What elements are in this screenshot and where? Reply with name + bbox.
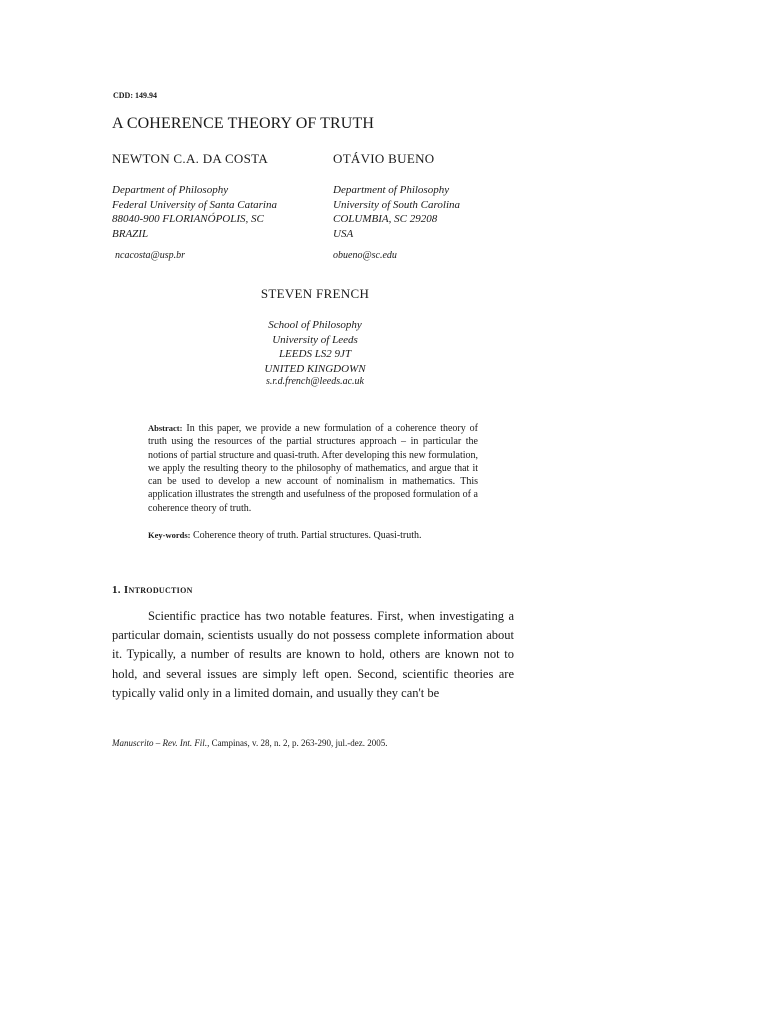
- affiliation-line: 88040-900 FLORIANÓPOLIS, SC: [112, 213, 264, 225]
- affiliation-left: [112, 183, 277, 241]
- keywords-text: Coherence theory of truth. Partial structures. Quasi-truth.: [193, 530, 422, 541]
- author-name-center: STEVEN FRENCH: [260, 286, 370, 301]
- affiliation-line: School of Philosophy: [268, 319, 362, 331]
- affiliation-line: Department of Philosophy: [112, 184, 229, 196]
- affiliation-line: LEEDS LS2 9JT: [278, 348, 352, 360]
- cdd-code: CDD: 149.94: [113, 91, 157, 100]
- affiliation-right: [333, 183, 460, 241]
- paper-title: A COHERENCE THEORY OF TRUTH: [112, 115, 374, 132]
- affiliation-line: UNITED KINGDOWN: [264, 362, 366, 375]
- journal-name: Manuscrito – Rev. Int. Fil.,: [112, 738, 210, 748]
- body-text: [112, 607, 514, 703]
- email-right[interactable]: obueno@sc.edu: [333, 250, 397, 261]
- affiliation-line: COLUMBIA, SC 29208: [333, 213, 438, 225]
- affiliation-line: Department of Philosophy: [333, 184, 450, 196]
- affiliation-line: Federal University of Santa Catarina: [112, 198, 277, 211]
- email-center[interactable]: s.r.d.french@leeds.ac.uk: [266, 376, 364, 387]
- section-heading: [112, 584, 193, 596]
- journal-details: Campinas, v. 28, n. 2, p. 263-290, jul.-dez. 2005.: [211, 738, 388, 748]
- journal-footer: [112, 738, 387, 748]
- abstract: [148, 422, 478, 515]
- keywords: [148, 530, 488, 541]
- affiliation-center: [200, 318, 430, 376]
- affiliation-line: BRAZIL: [112, 227, 149, 240]
- affiliation-line: University of Leeds: [272, 333, 358, 346]
- email-left[interactable]: ncacosta@usp.br: [115, 250, 186, 261]
- author-name-left: NEWTON C.A. DA COSTA: [112, 151, 269, 166]
- abstract-label: Abstract:: [148, 423, 183, 433]
- section-title: Introduction: [123, 584, 193, 596]
- affiliation-line: University of South Carolina: [333, 198, 461, 211]
- keywords-label: Key-words:: [148, 530, 191, 540]
- section-number: 1.: [112, 584, 121, 596]
- abstract-text: In this paper, we provide a new formulation of a coherence theory of truth using the resources of the partial structures approach – in particular the notions of partial structure and quasi-truth. After developing this new formulation, we apply the resulting theory to the philosophy of mathematics, and argue that it can be used to develop a new account of nominalism in mathematics. This application illustrates the strength and usefulness of the proposed formulation of a coherence theory of truth.: [148, 423, 478, 514]
- body-paragraph: Scientific practice has two notable features. First, when investigating a particular domain, scientists usually do not possess complete information about it. Typically, a number of results are known to hold, others are known not to hold, and several issues are simply left open. Second, scientific theories are typically valid only in a limited domain, and usually they can't be: [112, 609, 514, 700]
- affiliation-line: USA: [333, 227, 354, 240]
- author-name-right: OTÁVIO BUENO: [333, 151, 435, 166]
